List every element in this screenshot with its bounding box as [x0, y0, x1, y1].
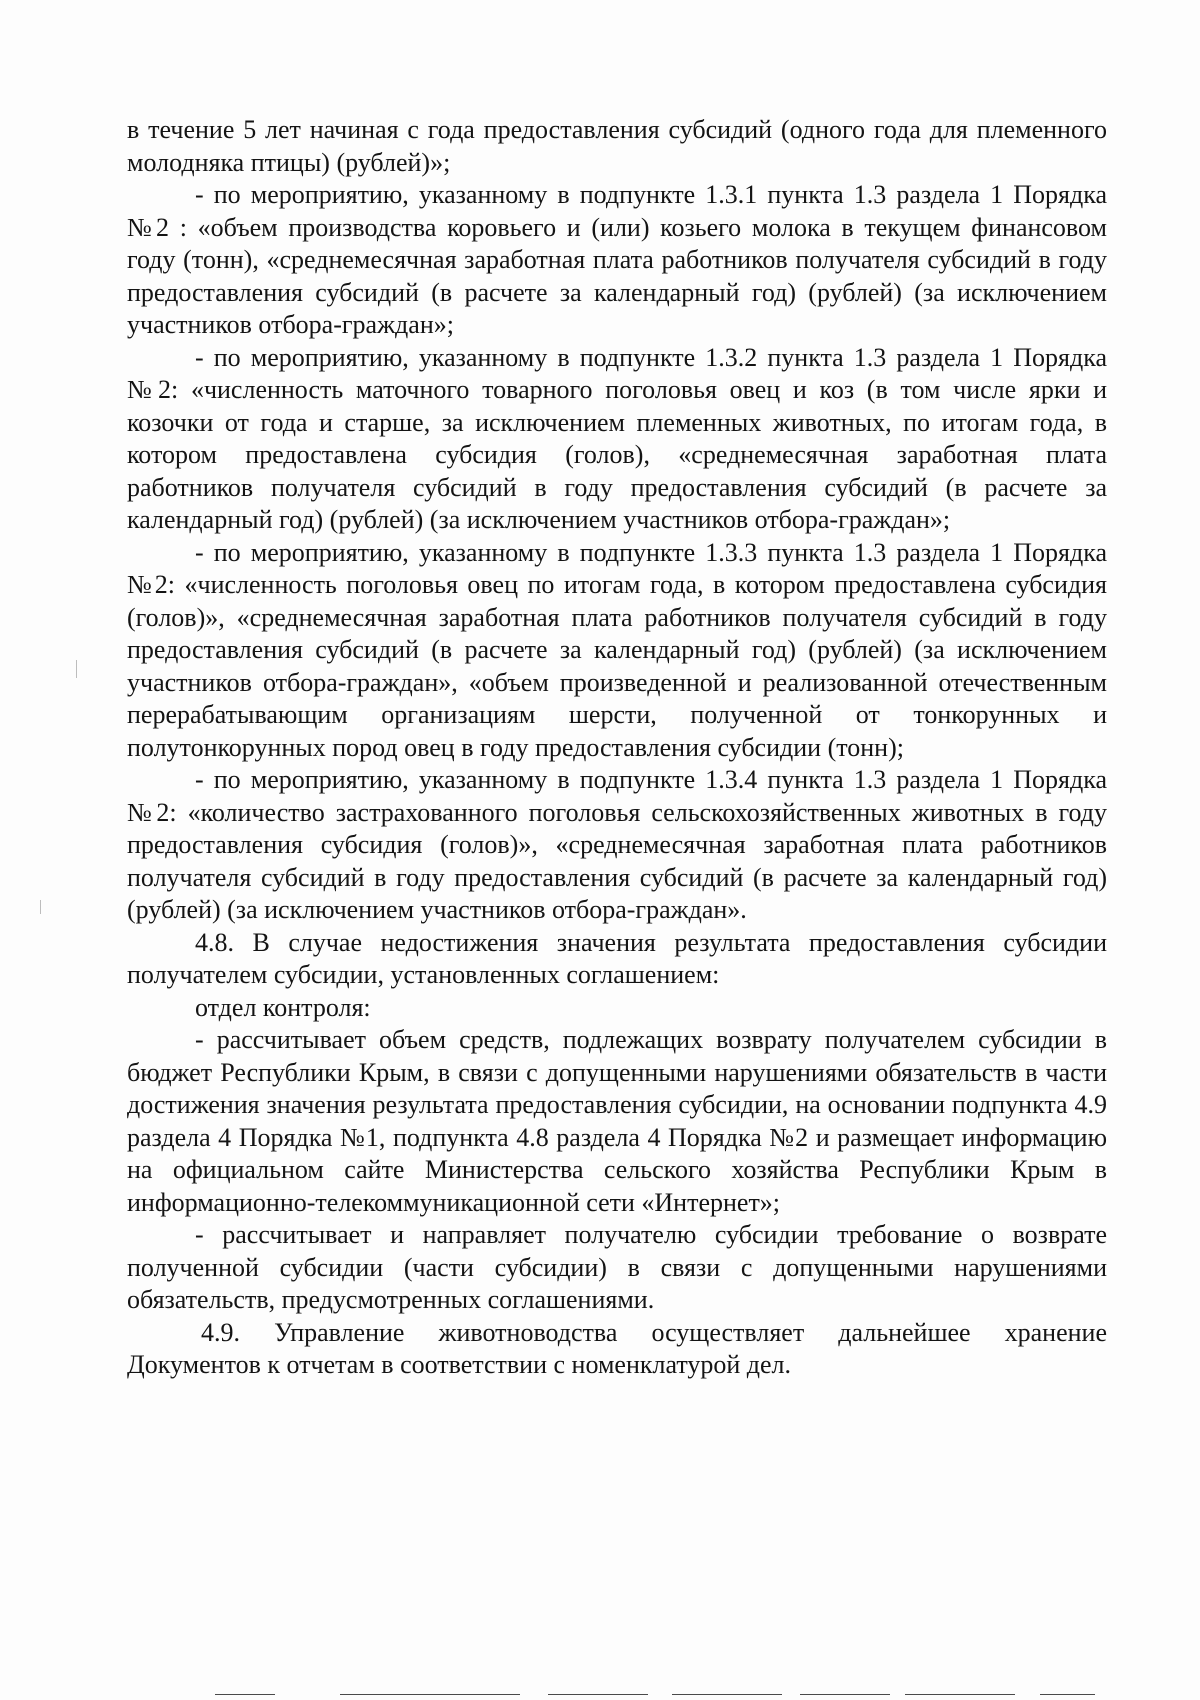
paragraph-measure-1-3-4: - по мероприятию, указанному в подпункте 1.3.4 пункта 1.3 раздела 1 Порядка №2: «количество застрахованного поголовья сельскохозяйственных животных в году предоставления субсидия (голов)», «среднемесячная заработная плата работников получателя субсидий в году предоставления субсидий (в расчете за календарный год) (рублей) (за исключением участников отбора-граждан».: [127, 765, 1107, 924]
paragraph-section-4-9: 4.9. Управление животноводства осуществляет дальнейшее хранение Документов к отчетам в соответствии с номенклатурой дел.: [127, 1317, 1107, 1379]
scan-artifact-line: [1040, 1694, 1095, 1695]
paragraph-measure-1-3-2: - по мероприятию, указанному в подпункте 1.3.2 пункта 1.3 раздела 1 Порядка №2: «численность маточного товарного поголовья овец и коз (в том числе ярки и козочки от года и старше, за исключением племенных животных, по итогам года, в котором предоставлена субсидия (голов), «среднемесячная заработная плата работников получателя субсидий в году предоставления субсидий (в расчете за календарный год) (рублей) (за исключением участников отбора-граждан»;: [127, 342, 1107, 534]
paragraph-calculates-volume: - рассчитывает объем средств, подлежащих возврату получателем субсидии в бюджет Республики Крым, в связи с допущенными нарушениями обязательств в части достижения значения результата предоставления субсидии, на основании подпункта 4.9 раздела 4 Порядка №1, подпункта 4.8 раздела 4 Порядка №2 и размещает информацию на официальном сайте Министерства сельского хозяйства Республики Крым в информационно-телекоммуникационной сети «Интернет»;: [127, 1025, 1107, 1217]
paragraph-measure-1-3-3: - по мероприятию, указанному в подпункте 1.3.3 пункта 1.3 раздела 1 Порядка №2: «численность поголовья овец по итогам года, в котором предоставлена субсидия (голов)», «среднемесячная заработная плата работников получателя субсидий в году предоставления субсидий (в расчете за календарный год) (рублей) (за исключением участников отбора-граждан», «объем произведенной и реализованной отечественным перерабатывающим организациям шерсти, полученной от тонкорунных и полутонкорунных пород овец в году предоставления субсидии (тонн);: [127, 537, 1107, 762]
scan-artifact-mark: [76, 660, 77, 678]
paragraph-control-department: отдел контроля:: [195, 992, 371, 1022]
scan-artifact-line: [548, 1694, 648, 1695]
paragraph-measure-1-3-1: - по мероприятию, указанному в подпункте 1.3.1 пункта 1.3 раздела 1 Порядка №2 : «объем производства коровьего и (или) козьего молока в текущем финансовом году (тонн), «среднемесячная заработная плата работников получателя субсидий в году предоставления субсидий (в расчете за календарный год) (рублей) (за исключением участников отбора-граждан»;: [127, 180, 1107, 339]
scan-artifact-line: [800, 1694, 890, 1695]
scan-artifact-line: [215, 1694, 275, 1695]
scan-artifact-mark: [40, 900, 41, 914]
paragraph-section-4-8: 4.8. В случае недостижения значения результата предоставления субсидии получателем субсидии, установленных соглашением:: [127, 927, 1107, 989]
paragraph-calculates-requirement: - рассчитывает и направляет получателю субсидии требование о возврате полученной субсидии (части субсидии) в связи с допущенными нарушениями обязательств, предусмотренных соглашениями.: [127, 1220, 1107, 1314]
document-body: [127, 114, 1107, 1382]
paragraph-continuation: в течение 5 лет начиная с года предоставления субсидий (одного года для племенного молодняка птицы) (рублей)»;: [127, 115, 1107, 177]
scan-artifact-line: [672, 1694, 782, 1695]
scan-artifact-line: [905, 1694, 1015, 1695]
scan-artifact-line: [340, 1694, 520, 1695]
